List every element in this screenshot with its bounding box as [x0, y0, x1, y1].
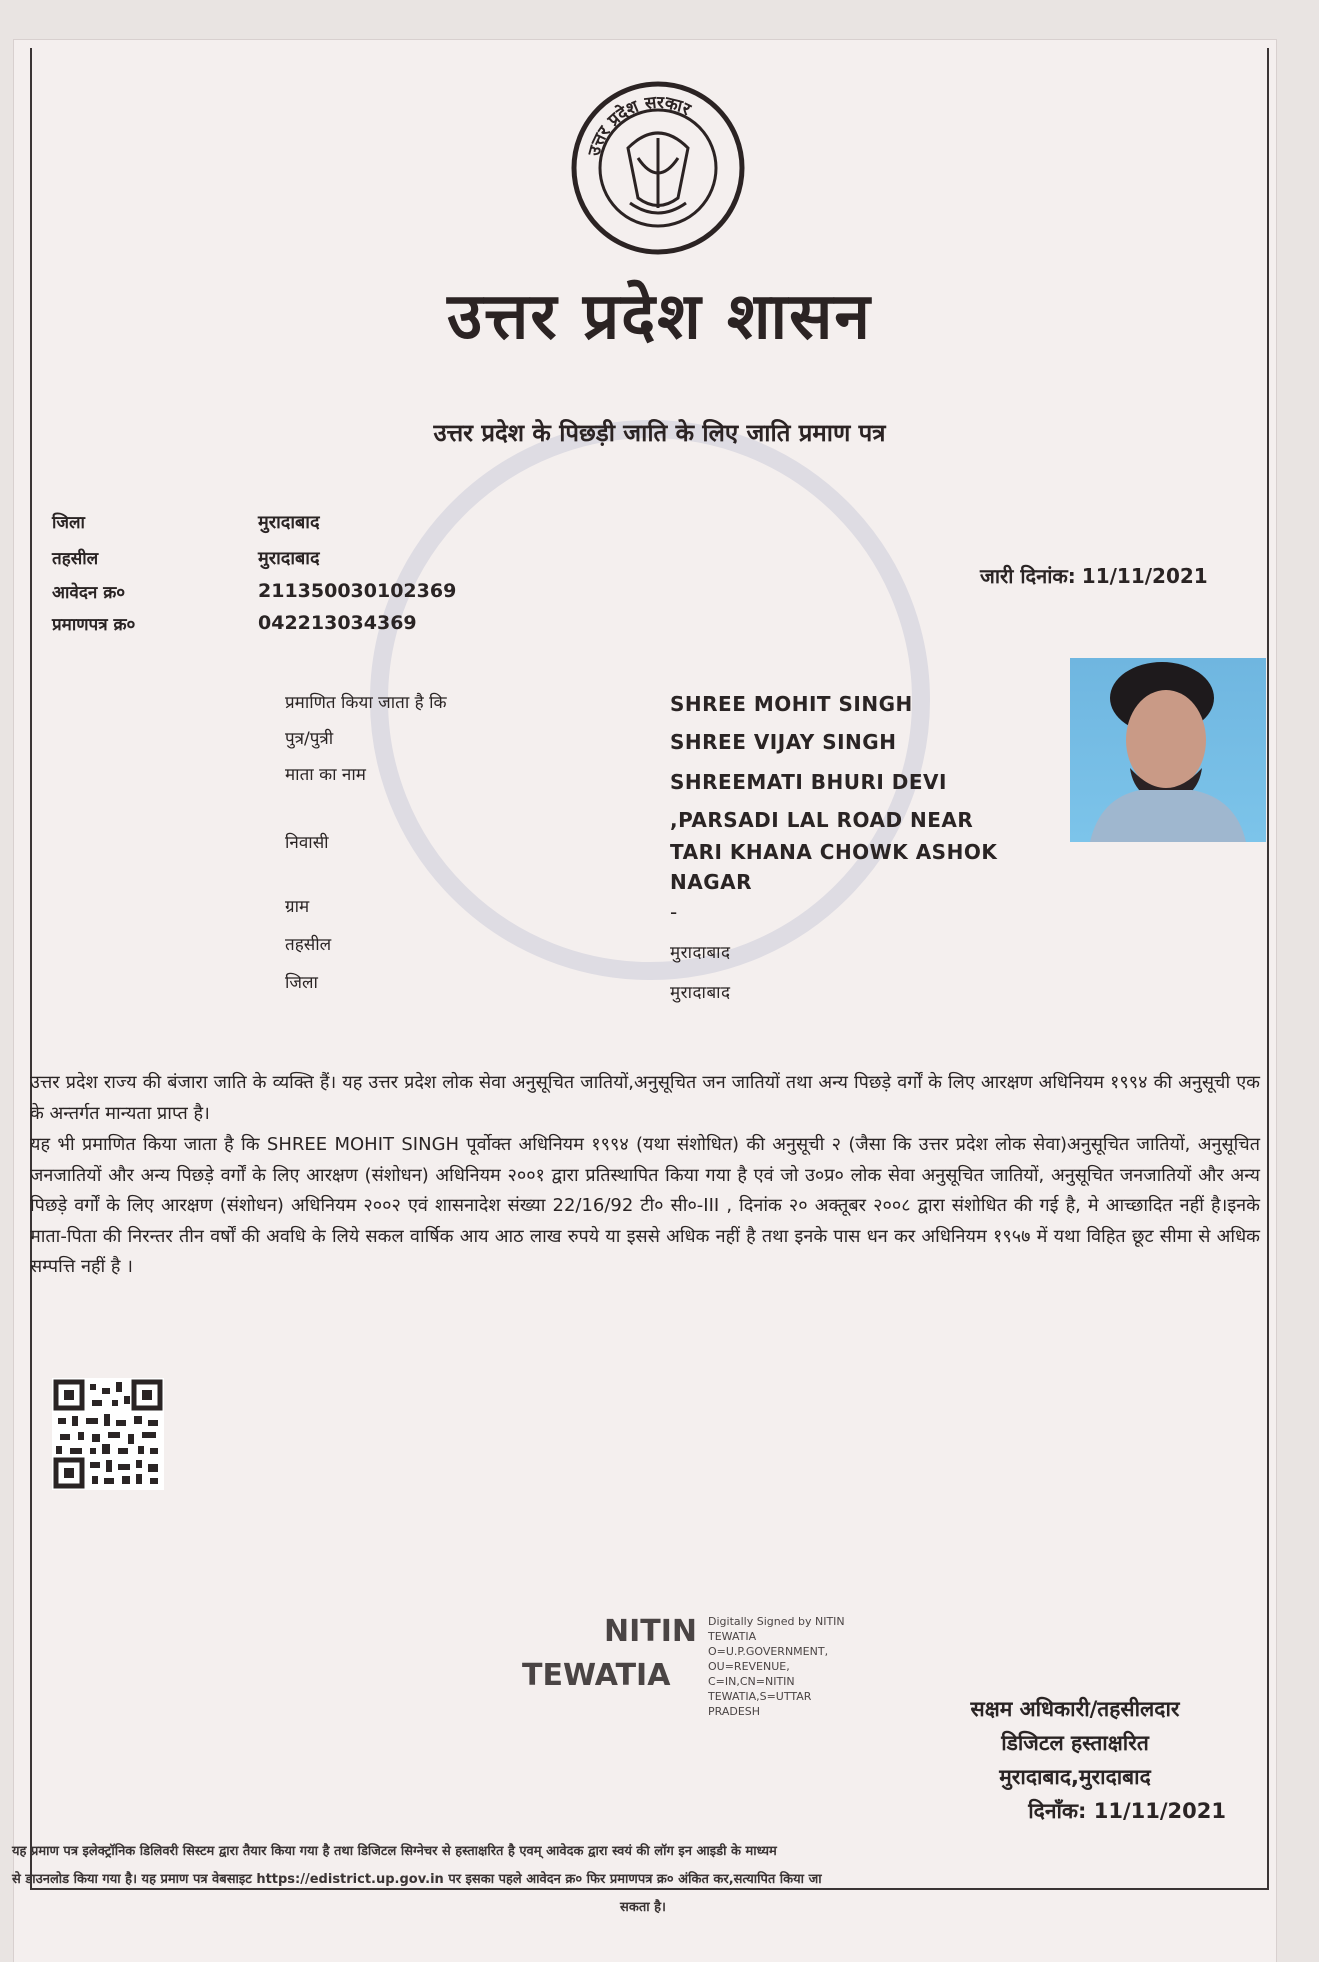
- tehsil-value: मुरादाबाद: [258, 548, 320, 569]
- field-district-value: मुरादाबाद: [670, 983, 731, 1003]
- father-name: SHREE VIJAY SINGH: [670, 730, 897, 754]
- officer-line-1: सक्षम अधिकारी/तहसीलदार: [970, 1697, 1180, 1721]
- svg-text:उत्तर प्रदेश सरकार: उत्तर प्रदेश सरकार: [584, 92, 694, 159]
- creamy-layer-paragraph: यह भी प्रमाणित किया जाता है कि SHREE MOHIT SINGH पूर्वोक्त अधिनियम १९९४ (यथा संशोधित) की अनुसूची २ (जैसा कि उत्तर प्रदेश लोक सेवा)अनुसूचित जातियों, अनुसूचित जनजातियों और अन्य पिछड़े वर्गों के लिए आरक्षण (संशोधन) अधिनियम २००१ द्वारा प्रतिस्थापित किया गया है एवं जो उ०प्र० लोक सेवा अनुसूचित जातियों, अनुसूचित जनजातियों और अन्य पिछड़े वर्गों के लिए आरक्षण (संशोधन) अधिनियम २००२ एवं शासनादेश संख्या 22/16/92 टी० सी०-III , दिनांक २० अक्तूबर २००८ द्वारा संशोधित की गई है, मे आच्छादित नहीं है।इनके माता-पिता की निरन्तर तीन वर्षों की अवधि के लिये सकल वार्षिक आय आठ लाख रुपये या इससे अधिक नहीं है तथा इनके पास धन कर अधिनियम १९५७ में यथा विहित छूट सीमा से अधिक सम्पत्ति नहीं है ।: [30, 1134, 1260, 1277]
- footer-note: [12, 1838, 1274, 1922]
- son-daughter-label: पुत्र/पुत्री: [285, 729, 334, 749]
- issue-date-block: [980, 562, 1208, 589]
- certificate-number: 042213034369: [258, 612, 417, 634]
- digital-sign-line: OU=REVENUE,: [708, 1660, 790, 1673]
- mother-name: SHREEMATI BHURI DEVI: [670, 770, 947, 794]
- digital-sign-line: TEWATIA: [708, 1630, 757, 1643]
- mother-label: माता का नाम: [285, 765, 366, 785]
- certificate-subtitle: उत्तर प्रदेश के पिछड़ी जाति के लिए जाति प्रमाण पत्र: [433, 419, 886, 447]
- up-government-emblem: [568, 78, 748, 258]
- footer-line-3: सकता है।: [620, 1900, 666, 1915]
- address-line-3: NAGAR: [670, 870, 753, 894]
- issue-date-label: जारी दिनांक:: [980, 564, 1076, 588]
- digital-sign-line: PRADESH: [708, 1705, 761, 1718]
- village-label: ग्राम: [285, 897, 310, 917]
- applicant-photo: [1070, 658, 1266, 842]
- officer-designation: [920, 1692, 1230, 1828]
- application-number: 211350030102369: [258, 580, 457, 602]
- officer-date: दिनाँक: 11/11/2021: [1028, 1799, 1226, 1823]
- holder-name: SHREE MOHIT SINGH: [670, 692, 913, 716]
- field-tehsil-value: मुरादाबाद: [670, 943, 731, 963]
- certified-label: प्रमाणित किया जाता है कि: [285, 693, 447, 713]
- signatory-first-name: NITIN: [604, 1614, 698, 1649]
- footer-line-1: यह प्रमाण पत्र इलेक्ट्रॉनिक डिलिवरी सिस्टम द्वारा तैयार किया गया है तथा डिजिटल सिग्नेचर से हस्ताक्षरित है एवम् आवेदक द्वारा स्वयं की लॉग इन आइडी के माध्यम: [12, 1844, 777, 1859]
- tehsil-label: तहसील: [52, 549, 99, 569]
- certificate-number-label: प्रमाणपत्र क्र०: [52, 615, 136, 635]
- address-line-2: TARI KHANA CHOWK ASHOK: [670, 840, 998, 864]
- footer-line-2: से डाउनलोड किया गया है। यह प्रमाण पत्र वेबसाइट https://edistrict.up.gov.in पर इसका पहले आवेदन क्र० फिर प्रमाणपत्र क्र० अंकित कर,सत्यापित किया जा: [12, 1872, 822, 1887]
- village-value: -: [670, 900, 678, 924]
- digital-sign-line: O=U.P.GOVERNMENT,: [708, 1645, 829, 1658]
- issue-date: 11/11/2021: [1081, 564, 1208, 588]
- page-title: उत्तर प्रदेश शासन: [447, 280, 872, 354]
- qr-code-icon: [52, 1378, 164, 1490]
- officer-line-3: मुरादाबाद,मुरादाबाद: [999, 1765, 1151, 1789]
- district-label: जिला: [52, 513, 85, 533]
- application-label: आवेदन क्र०: [52, 583, 126, 603]
- field-district-label: जिला: [285, 973, 318, 993]
- digital-sign-line: Digitally Signed by NITIN: [708, 1615, 845, 1628]
- signatory-last-name: TEWATIA: [522, 1658, 671, 1693]
- digital-sign-line: TEWATIA,S=UTTAR: [708, 1690, 812, 1703]
- digital-sign-line: C=IN,CN=NITIN: [708, 1675, 795, 1688]
- person-silhouette-icon: [1070, 658, 1266, 842]
- field-tehsil-label: तहसील: [285, 935, 332, 955]
- officer-line-2: डिजिटल हस्ताक्षरित: [1001, 1731, 1149, 1755]
- caste-statement-paragraph: उत्तर प्रदेश राज्य की बंजारा जाति के व्यक्ति हैं। यह उत्तर प्रदेश लोक सेवा अनुसूचित जातियों,अनुसूचित जन जातियों तथा अन्य पिछड़े वर्गों के लिए आरक्षण अधिनियम १९९४ की अनुसूची एक के अन्तर्गत मान्यता प्राप्त है।: [30, 1072, 1260, 1124]
- resident-label: निवासी: [285, 833, 329, 853]
- district-value: मुरादाबाद: [258, 512, 320, 533]
- digital-signature-details: [708, 1614, 908, 1719]
- address-line-1: ,PARSADI LAL ROAD NEAR: [670, 808, 974, 832]
